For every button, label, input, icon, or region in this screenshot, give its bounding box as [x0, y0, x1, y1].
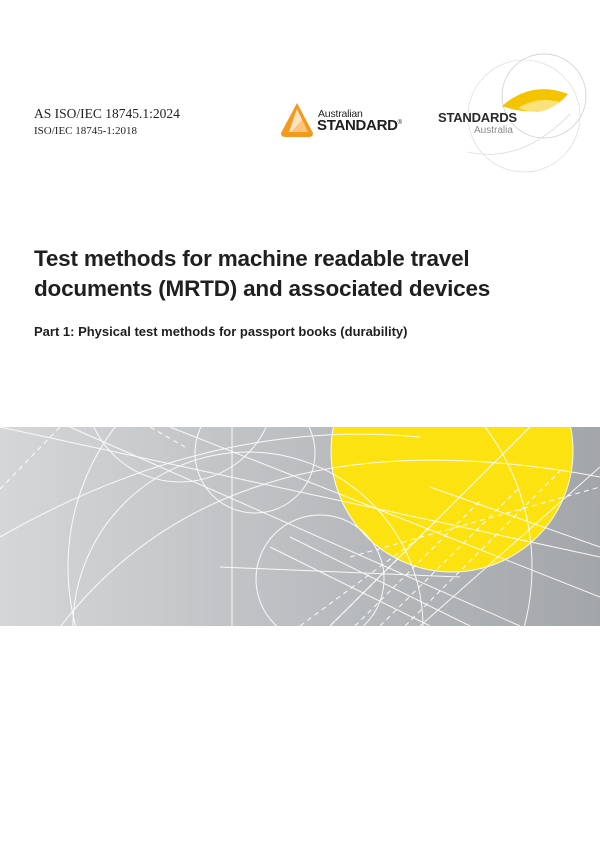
australian-standard-triangle-icon — [280, 102, 314, 138]
document-subtitle: Part 1: Physical test methods for passport books (durability) — [34, 324, 408, 339]
cover-graphic-band — [0, 427, 600, 626]
standards-australia-logo — [432, 44, 600, 184]
adopted-standard-number: ISO/IEC 18745-1:2018 — [34, 125, 137, 137]
australian-standard-logo — [280, 100, 410, 140]
document-title: Test methods for machine readable travel documents (MRTD) and associated devices — [34, 246, 491, 301]
australian-standard-logo-bottom: STANDARD® — [317, 117, 402, 134]
standards-australia-name: STANDARDS — [438, 110, 517, 125]
standard-number: AS ISO/IEC 18745.1:2024 — [34, 106, 180, 121]
australian-standard-logo-top: Australian — [318, 108, 363, 120]
standards-australia-country: Australia — [474, 125, 513, 136]
